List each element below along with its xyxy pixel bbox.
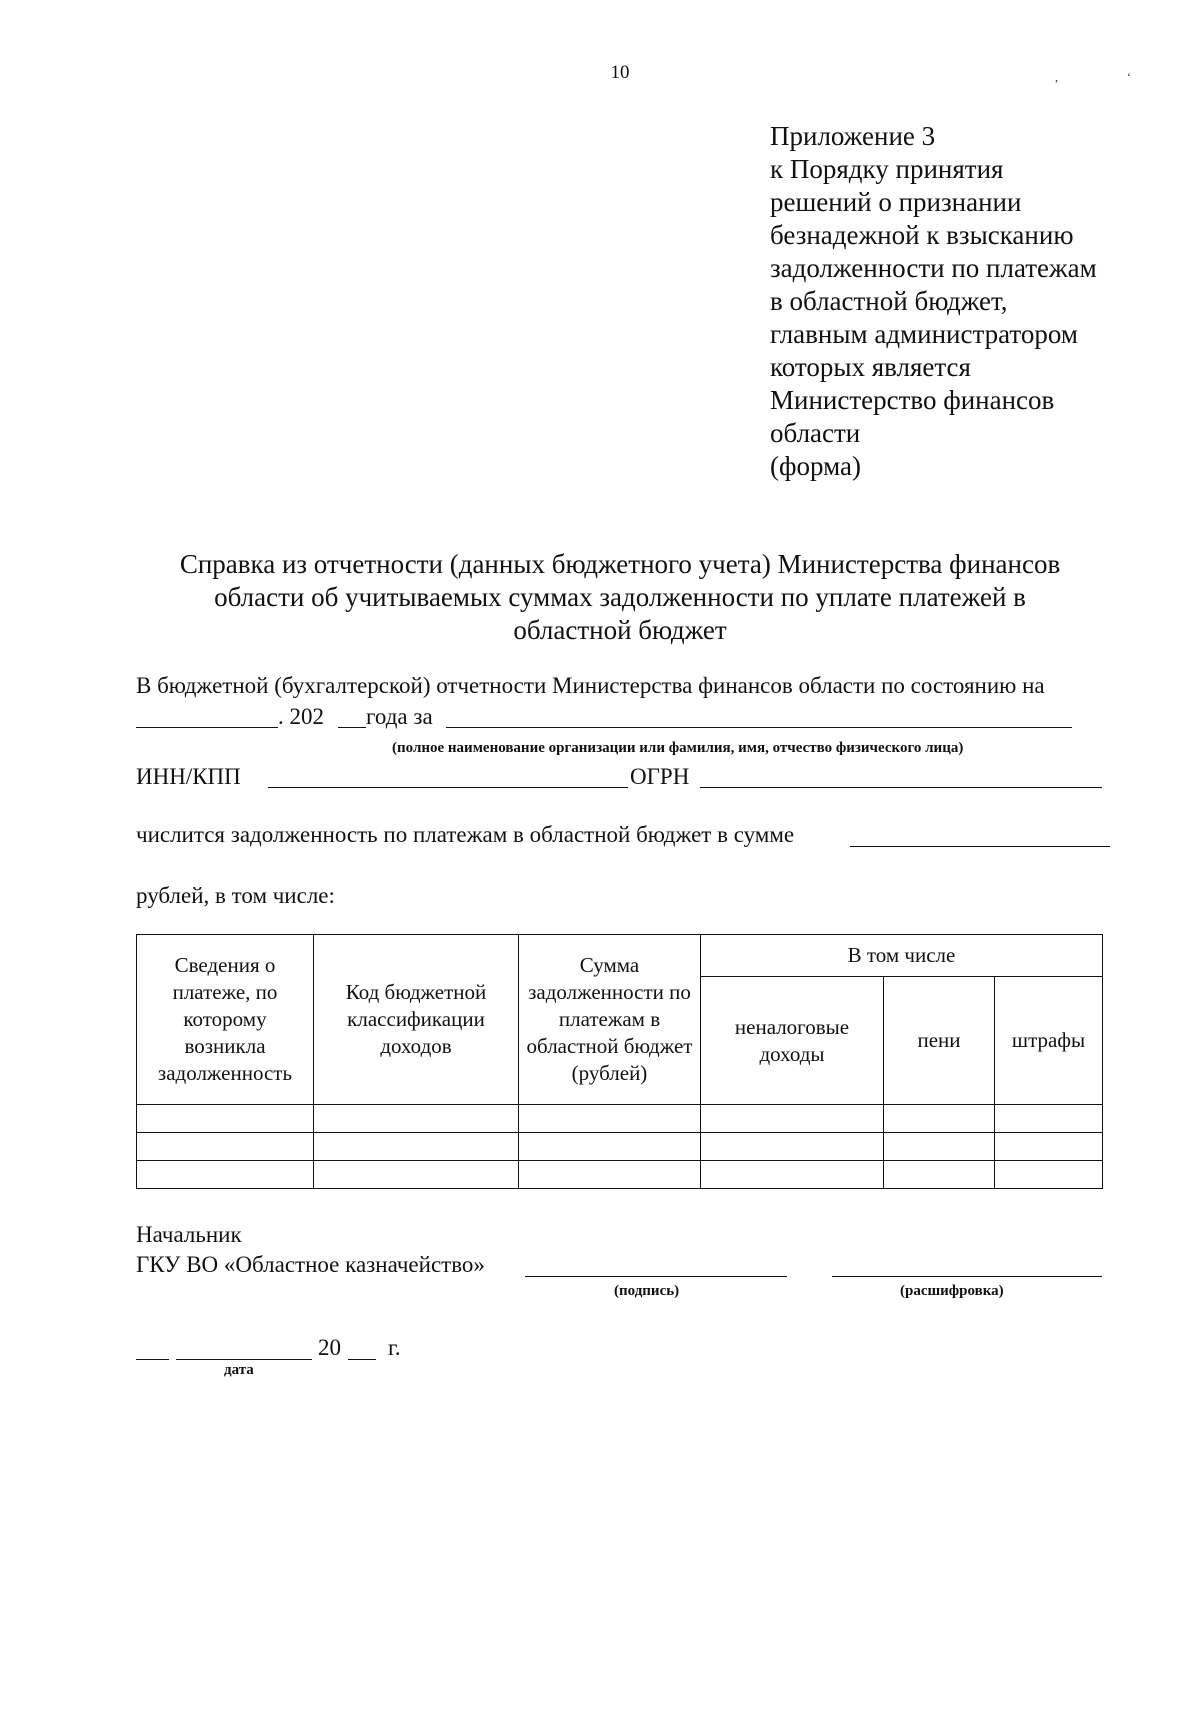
appendix-line: которых является <box>770 352 971 382</box>
table-cell <box>995 1161 1103 1189</box>
org-name-blank-line <box>446 727 1072 728</box>
date-year-prefix: 20 <box>318 1335 341 1360</box>
year-suffix: года за <box>366 704 433 729</box>
debt-text: числится задолженность по платежам в областной бюджет в сумме <box>136 822 795 847</box>
table-cell <box>701 1105 884 1133</box>
inn-blank-line <box>268 787 628 788</box>
table-cell <box>519 1105 701 1133</box>
table-cell <box>884 1105 995 1133</box>
appendix-line: безнадежной к взысканию <box>770 220 1074 250</box>
scan-speck: ‘ <box>1127 70 1131 84</box>
decode-hint: (расшифровка) <box>900 1283 1004 1299</box>
table-cell <box>519 1133 701 1161</box>
header-debt-sum: Сумма задолженности по платежам в областной бюджет (рублей) <box>519 935 701 1105</box>
debt-table <box>136 934 1103 1189</box>
page-number: 10 <box>610 62 630 83</box>
decode-blank-line <box>832 1276 1102 1277</box>
rubles-text: рублей, в том числе: <box>136 883 335 908</box>
header-penalties: пени <box>884 977 995 1105</box>
debt-sum-blank-line <box>850 846 1110 847</box>
table-cell <box>314 1133 519 1161</box>
title-line: областной бюджет <box>513 615 727 645</box>
appendix-line: главным администратором <box>770 319 1078 349</box>
header-payment-info: Сведения о платеже, по которому возникла задолженность <box>137 935 314 1105</box>
appendix-line: задолженности по платежам <box>770 253 1097 283</box>
table-row <box>137 1105 1103 1133</box>
header-fines: штрафы <box>995 977 1103 1105</box>
ogrn-blank-line <box>700 787 1102 788</box>
appendix-line: области <box>770 418 861 448</box>
date-hint: дата <box>224 1362 254 1378</box>
table-row <box>137 1161 1103 1189</box>
inn-label: ИНН/КПП <box>136 764 241 789</box>
table-cell <box>884 1133 995 1161</box>
appendix-note <box>770 120 1097 483</box>
appendix-line: Приложение 3 <box>770 121 936 151</box>
table-cell <box>314 1161 519 1189</box>
intro-text: В бюджетной (бухгалтерской) отчетности Министерства финансов области по состоянию на <box>136 673 1045 698</box>
appendix-line: (форма) <box>770 451 861 481</box>
table-cell <box>701 1133 884 1161</box>
header-kbk: Код бюджетной классификации доходов <box>314 935 519 1105</box>
ogrn-label: ОГРН <box>630 764 690 789</box>
signature-hint: (подпись) <box>614 1283 680 1299</box>
appendix-line: в областной бюджет, <box>770 286 1008 316</box>
title-line: области об учитываемых суммах задолженности по уплате платежей в <box>214 582 1026 612</box>
signature-blank-line <box>525 1276 787 1277</box>
table-cell <box>137 1133 314 1161</box>
header-including: В том числе <box>701 935 1103 977</box>
header-nontax-income: неналоговые доходы <box>701 977 884 1105</box>
year-prefix: . 202 <box>278 704 324 729</box>
date-month-blank-line <box>176 1359 312 1360</box>
position-line-2: ГКУ ВО «Областное казначейство» <box>136 1252 485 1277</box>
table-cell <box>995 1105 1103 1133</box>
table-cell <box>701 1161 884 1189</box>
table-cell <box>137 1161 314 1189</box>
date-day-blank-line <box>136 1359 169 1360</box>
date-blank-line <box>136 727 278 728</box>
org-name-hint: (полное наименование организации или фамилия, имя, отчество физического лица) <box>392 740 964 756</box>
appendix-line: к Порядку принятия <box>770 154 1004 184</box>
table-row <box>137 1133 1103 1161</box>
date-year-suffix: г. <box>388 1335 401 1360</box>
table-cell <box>884 1161 995 1189</box>
position-line-1: Начальник <box>136 1222 242 1247</box>
appendix-line: Министерство финансов <box>770 385 1055 415</box>
appendix-line: решений о признании <box>770 187 1022 217</box>
table-cell <box>995 1133 1103 1161</box>
document-title <box>130 548 1110 647</box>
title-line: Справка из отчетности (данных бюджетного учета) Министерства финансов <box>179 549 1061 579</box>
table-cell <box>137 1105 314 1133</box>
date-year-blank-line <box>348 1359 376 1360</box>
year-blank-line <box>338 727 366 728</box>
table-cell <box>314 1105 519 1133</box>
table-cell <box>519 1161 701 1189</box>
scan-speck: , <box>1055 70 1058 84</box>
